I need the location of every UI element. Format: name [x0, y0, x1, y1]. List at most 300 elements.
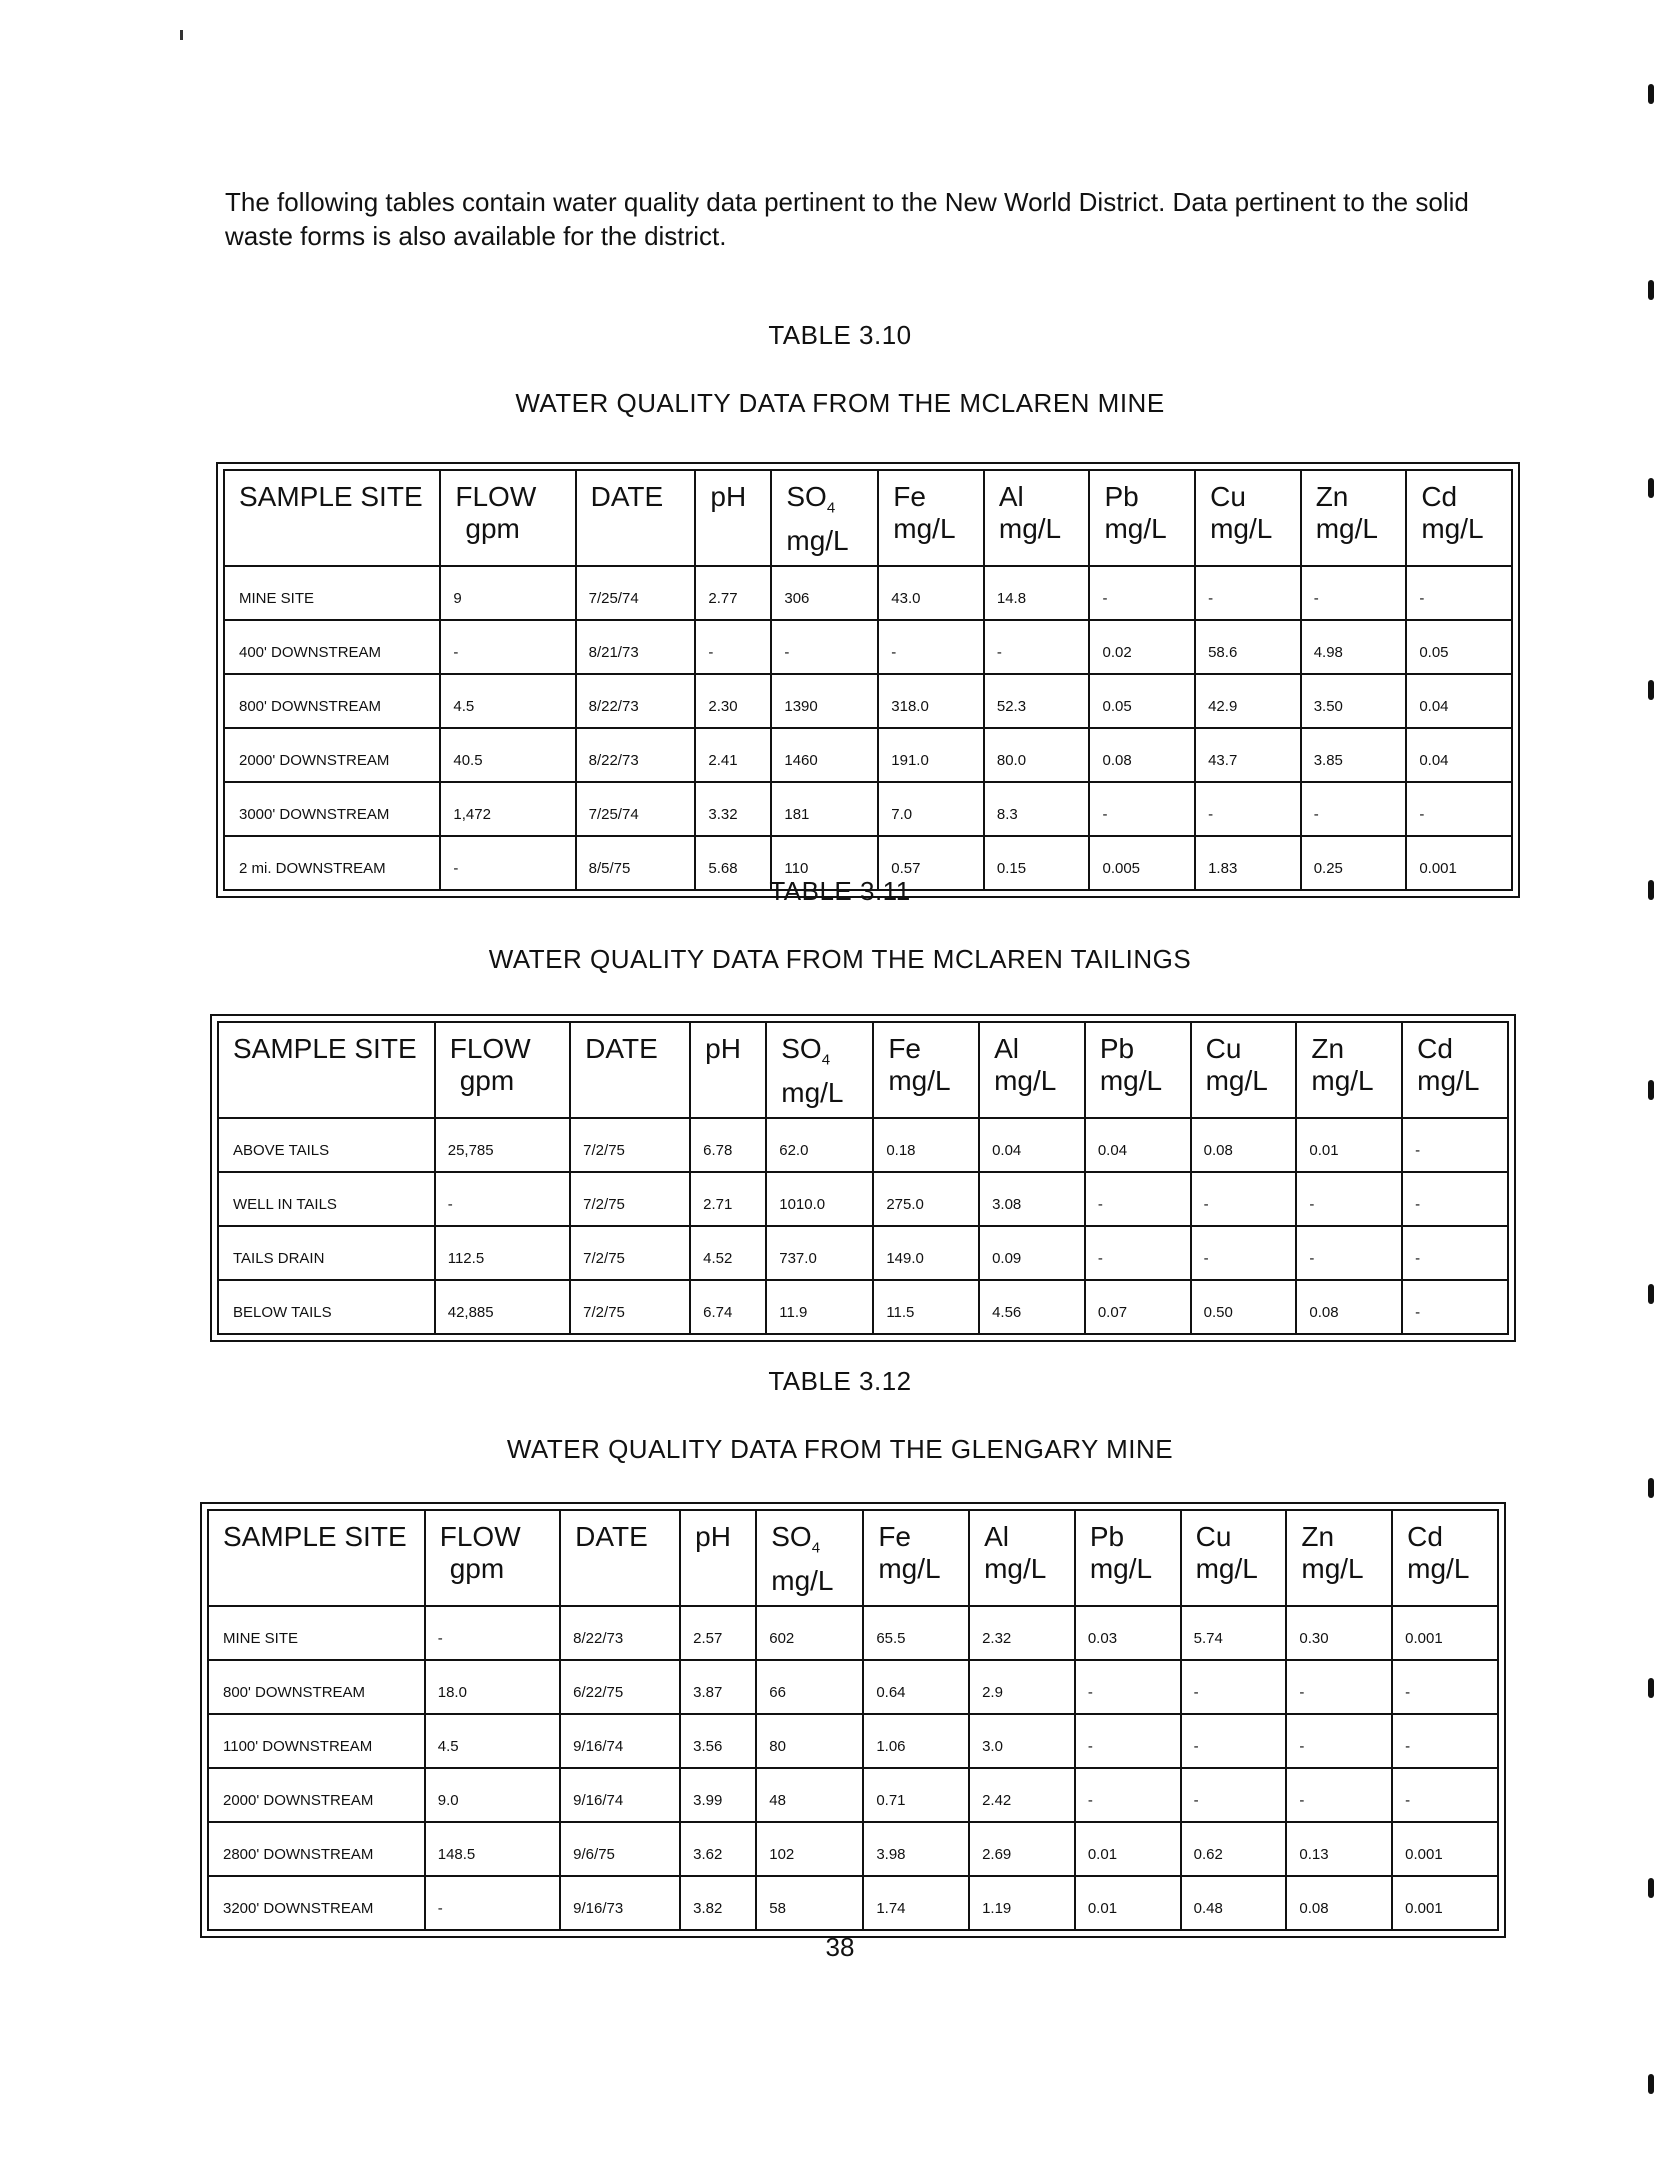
column-name: DATE — [590, 481, 664, 512]
table-row — [208, 1606, 1498, 1660]
table-row — [208, 1768, 1498, 1822]
column-header — [695, 470, 771, 566]
data-cell: - — [1075, 1768, 1181, 1822]
column-header — [1296, 1022, 1402, 1118]
data-cell: 62.0 — [766, 1118, 873, 1172]
column-header — [1406, 470, 1512, 566]
data-cell: 0.71 — [863, 1768, 969, 1822]
data-cell: 4.5 — [440, 674, 575, 728]
header-row — [208, 1510, 1498, 1606]
data-cell: - — [1406, 782, 1512, 836]
data-cell: 7/2/75 — [570, 1226, 690, 1280]
column-unit: mg/L — [1407, 1553, 1470, 1584]
data-cell: 2.71 — [690, 1172, 766, 1226]
edge-mark — [1648, 1878, 1654, 1898]
column-name: pH — [710, 481, 747, 512]
data-cell: 52.3 — [984, 674, 1090, 728]
table-3-10-grid — [223, 469, 1513, 891]
data-cell: 4.56 — [979, 1280, 1085, 1334]
data-cell: 0.01 — [1075, 1876, 1181, 1930]
data-cell: 8/22/73 — [576, 674, 696, 728]
data-cell: - — [1406, 566, 1512, 620]
data-cell: 3.82 — [680, 1876, 756, 1930]
column-header — [984, 470, 1090, 566]
data-cell: 0.57 — [878, 836, 984, 890]
data-cell: 48 — [756, 1768, 863, 1822]
column-header — [435, 1022, 570, 1118]
data-cell: 11.5 — [873, 1280, 979, 1334]
data-cell: 42.9 — [1195, 674, 1301, 728]
data-cell: - — [1286, 1768, 1392, 1822]
data-cell: 2.30 — [695, 674, 771, 728]
column-name: Cd — [1421, 481, 1458, 512]
column-name: SAMPLE SITE — [239, 481, 423, 512]
column-name: Al — [984, 1521, 1009, 1552]
data-cell: 7/2/75 — [570, 1172, 690, 1226]
column-header — [766, 1022, 873, 1118]
data-cell: 110 — [771, 836, 878, 890]
table-3-11-number: TABLE 3.11 — [769, 876, 911, 906]
data-cell: - — [440, 836, 575, 890]
sample-site-cell: TAILS DRAIN — [218, 1226, 435, 1280]
data-cell: - — [1181, 1768, 1287, 1822]
data-cell: 0.03 — [1075, 1606, 1181, 1660]
column-header — [1085, 1022, 1191, 1118]
data-cell: 1.74 — [863, 1876, 969, 1930]
edge-mark — [1648, 2074, 1654, 2094]
sample-site-cell: MINE SITE — [224, 566, 440, 620]
data-cell: 148.5 — [425, 1822, 560, 1876]
data-cell: 149.0 — [873, 1226, 979, 1280]
column-header — [1181, 1510, 1287, 1606]
table-3-10-title: WATER QUALITY DATA FROM THE MCLAREN MINE — [515, 388, 1165, 418]
data-cell: 2.32 — [969, 1606, 1075, 1660]
data-cell: 43.0 — [878, 566, 984, 620]
data-cell: 0.05 — [1406, 620, 1512, 674]
column-header — [1089, 470, 1195, 566]
data-cell: - — [1301, 566, 1407, 620]
data-cell: 0.001 — [1392, 1822, 1498, 1876]
data-cell: 43.7 — [1195, 728, 1301, 782]
column-header — [878, 470, 984, 566]
column-unit: mg/L — [984, 1553, 1047, 1584]
data-cell: 0.04 — [1406, 674, 1512, 728]
column-header — [1402, 1022, 1508, 1118]
data-cell: 8.3 — [984, 782, 1090, 836]
sample-site-cell: 2000' DOWNSTREAM — [208, 1768, 425, 1822]
data-cell: 0.08 — [1296, 1280, 1402, 1334]
scan-speck — [180, 30, 183, 40]
data-cell: 0.001 — [1406, 836, 1512, 890]
table-row — [224, 728, 1512, 782]
data-cell: 4.52 — [690, 1226, 766, 1280]
column-header — [1286, 1510, 1392, 1606]
data-cell: 7/25/74 — [576, 566, 696, 620]
column-header — [224, 470, 440, 566]
column-name: pH — [695, 1521, 731, 1552]
data-cell: 0.18 — [873, 1118, 979, 1172]
column-header — [680, 1510, 756, 1606]
column-header — [560, 1510, 680, 1606]
column-name: SO — [771, 1521, 812, 1552]
data-cell: 8/22/73 — [576, 728, 696, 782]
data-cell: 40.5 — [440, 728, 575, 782]
data-cell: 3.50 — [1301, 674, 1407, 728]
data-cell: 0.07 — [1085, 1280, 1191, 1334]
data-cell: 5.74 — [1181, 1606, 1287, 1660]
table-3-10-number: TABLE 3.10 — [768, 320, 912, 350]
data-cell: 112.5 — [435, 1226, 570, 1280]
table-3-12-title: WATER QUALITY DATA FROM THE GLENGARY MINE — [506, 1434, 1174, 1464]
data-cell: 1460 — [771, 728, 878, 782]
data-cell: 602 — [756, 1606, 863, 1660]
data-cell: - — [1085, 1172, 1191, 1226]
column-name: SAMPLE SITE — [223, 1521, 407, 1552]
data-cell: 0.01 — [1296, 1118, 1402, 1172]
table-row — [218, 1280, 1508, 1334]
data-cell: - — [1075, 1660, 1181, 1714]
column-name: Cu — [1205, 1033, 1242, 1064]
column-header — [873, 1022, 979, 1118]
data-cell: 0.001 — [1392, 1606, 1498, 1660]
data-cell: - — [1402, 1118, 1508, 1172]
column-unit: mg/L — [994, 1065, 1057, 1096]
column-unit: mg/L — [1421, 513, 1484, 544]
column-header — [969, 1510, 1075, 1606]
data-cell: 1390 — [771, 674, 878, 728]
column-name: pH — [705, 1033, 741, 1064]
column-unit: mg/L — [893, 513, 956, 544]
data-cell: 9.0 — [425, 1768, 560, 1822]
column-name: DATE — [585, 1033, 658, 1064]
column-unit: mg/L — [1195, 1553, 1258, 1584]
column-unit: mg/L — [888, 1065, 951, 1096]
data-cell: - — [1296, 1172, 1402, 1226]
page-number: 38 — [825, 1932, 855, 1962]
data-cell: 2.77 — [695, 566, 771, 620]
data-cell: - — [771, 620, 878, 674]
data-cell: - — [695, 620, 771, 674]
sample-site-cell: 1100' DOWNSTREAM — [208, 1714, 425, 1768]
sample-site-cell: 2800' DOWNSTREAM — [208, 1822, 425, 1876]
data-cell: - — [1195, 566, 1301, 620]
table-3-12-number: TABLE 3.12 — [768, 1366, 912, 1396]
table-row — [218, 1172, 1508, 1226]
data-cell: - — [1089, 566, 1195, 620]
data-cell: 18.0 — [425, 1660, 560, 1714]
column-unit: mg/L — [781, 1076, 844, 1108]
data-cell: - — [1075, 1714, 1181, 1768]
edge-mark — [1648, 1080, 1654, 1100]
data-cell: - — [1089, 782, 1195, 836]
data-cell: 0.005 — [1089, 836, 1195, 890]
column-header — [1301, 470, 1407, 566]
column-name: Cu — [1210, 481, 1246, 512]
data-cell: 0.08 — [1191, 1118, 1297, 1172]
table-row — [224, 620, 1512, 674]
data-cell: - — [1392, 1714, 1498, 1768]
table-row — [224, 566, 1512, 620]
data-cell: 3.56 — [680, 1714, 756, 1768]
table-row — [208, 1876, 1498, 1930]
data-cell: 0.25 — [1301, 836, 1407, 890]
edge-mark — [1648, 280, 1654, 300]
subscript: 4 — [826, 499, 836, 517]
column-unit: mg/L — [1099, 1065, 1163, 1096]
column-name: Pb — [1104, 481, 1139, 512]
column-name: Fe — [888, 1033, 921, 1064]
header-row — [224, 470, 1512, 566]
data-cell: 3.98 — [863, 1822, 969, 1876]
data-cell: 0.02 — [1089, 620, 1195, 674]
data-cell: 7.0 — [878, 782, 984, 836]
data-cell: - — [1392, 1660, 1498, 1714]
column-header — [756, 1510, 863, 1606]
sample-site-cell: BELOW TAILS — [218, 1280, 435, 1334]
column-unit: mg/L — [1210, 513, 1273, 544]
data-cell: 0.50 — [1191, 1280, 1297, 1334]
subscript: 4 — [821, 1051, 831, 1069]
data-cell: 2.9 — [969, 1660, 1075, 1714]
column-name: Cu — [1195, 1521, 1232, 1552]
edge-mark — [1648, 478, 1654, 498]
data-cell: 0.04 — [1085, 1118, 1191, 1172]
data-cell: 0.05 — [1089, 674, 1195, 728]
data-cell: 8/5/75 — [576, 836, 696, 890]
data-cell: 80 — [756, 1714, 863, 1768]
data-cell: 3.85 — [1301, 728, 1407, 782]
data-cell: 0.08 — [1089, 728, 1195, 782]
table-3-11-grid — [217, 1021, 1509, 1335]
data-cell: 1,472 — [440, 782, 575, 836]
column-unit: mg/L — [1089, 1553, 1153, 1584]
column-unit: mg/L — [1315, 513, 1378, 544]
column-header — [1191, 1022, 1297, 1118]
column-name: SO — [786, 481, 827, 512]
column-unit: gpm — [465, 513, 520, 544]
table-3-11 — [210, 1014, 1516, 1342]
column-unit: mg/L — [1311, 1065, 1374, 1096]
data-cell: 306 — [771, 566, 878, 620]
data-cell: 0.001 — [1392, 1876, 1498, 1930]
column-unit: mg/L — [878, 1553, 941, 1584]
table-row — [218, 1226, 1508, 1280]
column-unit: mg/L — [1301, 1553, 1364, 1584]
column-name: Pb — [1089, 1521, 1125, 1552]
data-cell: 6.74 — [690, 1280, 766, 1334]
table-3-10 — [216, 462, 1520, 898]
data-cell: 9/6/75 — [560, 1822, 680, 1876]
data-cell: 102 — [756, 1822, 863, 1876]
data-cell: 1.83 — [1195, 836, 1301, 890]
data-cell: 0.09 — [979, 1226, 1085, 1280]
data-cell: - — [1191, 1226, 1297, 1280]
data-cell: 6/22/75 — [560, 1660, 680, 1714]
data-cell: 2.57 — [680, 1606, 756, 1660]
edge-mark — [1648, 680, 1654, 700]
sample-site-cell: 800' DOWNSTREAM — [208, 1660, 425, 1714]
sample-site-cell: WELL IN TAILS — [218, 1172, 435, 1226]
data-cell: 3.0 — [969, 1714, 1075, 1768]
data-cell: - — [878, 620, 984, 674]
column-name: FLOW — [449, 1033, 531, 1064]
data-cell: 1010.0 — [766, 1172, 873, 1226]
data-cell: - — [1181, 1714, 1287, 1768]
data-cell: 65.5 — [863, 1606, 969, 1660]
data-cell: 9/16/73 — [560, 1876, 680, 1930]
data-cell: - — [435, 1172, 570, 1226]
column-header — [1075, 1510, 1181, 1606]
table-row — [224, 782, 1512, 836]
data-cell: 191.0 — [878, 728, 984, 782]
column-name: DATE — [575, 1521, 648, 1552]
data-cell: 66 — [756, 1660, 863, 1714]
data-cell: - — [1286, 1714, 1392, 1768]
data-cell: 3.87 — [680, 1660, 756, 1714]
table-row — [208, 1660, 1498, 1714]
data-cell: 0.64 — [863, 1660, 969, 1714]
column-header — [218, 1022, 435, 1118]
column-unit: mg/L — [786, 524, 849, 556]
table-row — [218, 1118, 1508, 1172]
data-cell: 11.9 — [766, 1280, 873, 1334]
column-header — [576, 470, 696, 566]
column-name: Al — [998, 481, 1024, 512]
data-cell: - — [1296, 1226, 1402, 1280]
data-cell: 181 — [771, 782, 878, 836]
subscript: 4 — [811, 1539, 821, 1557]
data-cell: 0.62 — [1181, 1822, 1287, 1876]
data-cell: 0.30 — [1286, 1606, 1392, 1660]
data-cell: 0.15 — [984, 836, 1090, 890]
data-cell: 7/2/75 — [570, 1280, 690, 1334]
table-3-12-grid — [207, 1509, 1499, 1931]
column-unit: gpm — [449, 1553, 505, 1584]
data-cell: 25,785 — [435, 1118, 570, 1172]
data-cell: 7/2/75 — [570, 1118, 690, 1172]
data-cell: 3.99 — [680, 1768, 756, 1822]
column-header — [979, 1022, 1085, 1118]
column-header — [771, 470, 878, 566]
data-cell: - — [984, 620, 1090, 674]
data-cell: - — [1402, 1172, 1508, 1226]
column-unit: mg/L — [998, 513, 1062, 544]
data-cell: 9/16/74 — [560, 1714, 680, 1768]
data-cell: 5.68 — [695, 836, 771, 890]
column-name: Cd — [1407, 1521, 1443, 1552]
data-cell: 2.42 — [969, 1768, 1075, 1822]
column-unit: gpm — [459, 1065, 515, 1096]
data-cell: 8/22/73 — [560, 1606, 680, 1660]
sample-site-cell: 2 mi. DOWNSTREAM — [224, 836, 440, 890]
column-name: Fe — [878, 1521, 911, 1552]
data-cell: 737.0 — [766, 1226, 873, 1280]
column-unit: mg/L — [1205, 1065, 1268, 1096]
data-cell: 58 — [756, 1876, 863, 1930]
sample-site-cell: 400' DOWNSTREAM — [224, 620, 440, 674]
column-unit: mg/L — [771, 1564, 834, 1596]
data-cell: 6.78 — [690, 1118, 766, 1172]
data-cell: 275.0 — [873, 1172, 979, 1226]
data-cell: 0.48 — [1181, 1876, 1287, 1930]
edge-mark — [1648, 1284, 1654, 1304]
sample-site-cell: ABOVE TAILS — [218, 1118, 435, 1172]
column-header — [440, 470, 575, 566]
intro-paragraph: The following tables contain water quality data pertinent to the New World District. Data pertinent to the solid waste forms is also available for the district. — [225, 187, 1469, 251]
data-cell: 9 — [440, 566, 575, 620]
data-cell: 318.0 — [878, 674, 984, 728]
data-cell: 58.6 — [1195, 620, 1301, 674]
sample-site-cell: 800' DOWNSTREAM — [224, 674, 440, 728]
data-cell: - — [440, 620, 575, 674]
column-name: Al — [994, 1033, 1019, 1064]
column-name: Zn — [1311, 1033, 1345, 1064]
data-cell: 3.32 — [695, 782, 771, 836]
data-cell: 9/16/74 — [560, 1768, 680, 1822]
data-cell: 0.01 — [1075, 1822, 1181, 1876]
column-header — [570, 1022, 690, 1118]
sample-site-cell: 3200' DOWNSTREAM — [208, 1876, 425, 1930]
data-cell: 0.13 — [1286, 1822, 1392, 1876]
sample-site-cell: 3000' DOWNSTREAM — [224, 782, 440, 836]
data-cell: 1.19 — [969, 1876, 1075, 1930]
data-cell: 0.04 — [979, 1118, 1085, 1172]
edge-mark — [1648, 1678, 1654, 1698]
table-row — [208, 1714, 1498, 1768]
column-header — [1195, 470, 1301, 566]
edge-mark — [1648, 1478, 1654, 1498]
data-cell: - — [1402, 1226, 1508, 1280]
column-name: FLOW — [455, 481, 537, 512]
data-cell: 8/21/73 — [576, 620, 696, 674]
column-header — [208, 1510, 425, 1606]
column-header — [863, 1510, 969, 1606]
data-cell: - — [425, 1876, 560, 1930]
data-cell: 2.41 — [695, 728, 771, 782]
table-3-11-title: WATER QUALITY DATA FROM THE MCLAREN TAILINGS — [488, 944, 1192, 974]
data-cell: 1.06 — [863, 1714, 969, 1768]
sample-site-cell: MINE SITE — [208, 1606, 425, 1660]
column-name: FLOW — [439, 1521, 521, 1552]
column-name: Cd — [1417, 1033, 1453, 1064]
data-cell: 7/25/74 — [576, 782, 696, 836]
data-cell: 4.5 — [425, 1714, 560, 1768]
table-row — [208, 1822, 1498, 1876]
column-header — [1392, 1510, 1498, 1606]
data-cell: 4.98 — [1301, 620, 1407, 674]
data-cell: - — [425, 1606, 560, 1660]
data-cell: 3.08 — [979, 1172, 1085, 1226]
edge-mark — [1648, 84, 1654, 104]
column-unit: mg/L — [1104, 513, 1167, 544]
column-name: Fe — [893, 481, 926, 512]
column-name: Zn — [1315, 481, 1349, 512]
data-cell: 80.0 — [984, 728, 1090, 782]
data-cell: 14.8 — [984, 566, 1090, 620]
column-name: Pb — [1099, 1033, 1135, 1064]
edge-mark — [1648, 880, 1654, 900]
data-cell: 3.62 — [680, 1822, 756, 1876]
header-row — [218, 1022, 1508, 1118]
column-header — [425, 1510, 560, 1606]
column-name: SO — [781, 1033, 822, 1064]
data-cell: - — [1085, 1226, 1191, 1280]
data-cell: - — [1286, 1660, 1392, 1714]
column-name: SAMPLE SITE — [233, 1033, 417, 1064]
column-header — [690, 1022, 766, 1118]
table-3-12 — [200, 1502, 1506, 1938]
data-cell: - — [1181, 1660, 1287, 1714]
